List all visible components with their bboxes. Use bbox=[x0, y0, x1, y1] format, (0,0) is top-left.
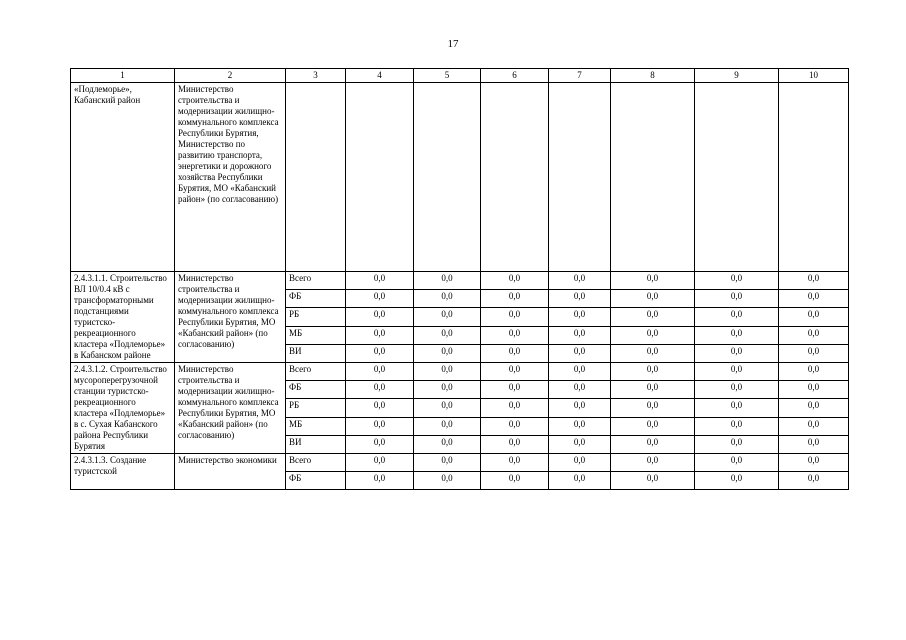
empty-cell bbox=[414, 83, 481, 272]
amount-cell: 0,0 bbox=[481, 399, 549, 417]
amount-cell: 0,0 bbox=[346, 381, 414, 399]
amount-cell: 0,0 bbox=[481, 435, 549, 453]
amount-cell: 0,0 bbox=[611, 417, 695, 435]
amount-cell: 0,0 bbox=[549, 454, 611, 472]
amount-cell: 0,0 bbox=[549, 326, 611, 344]
empty-cell bbox=[286, 83, 346, 272]
amount-cell: 0,0 bbox=[549, 472, 611, 490]
amount-cell: 0,0 bbox=[695, 381, 779, 399]
funding-source-cell: ВИ bbox=[286, 435, 346, 453]
amount-cell: 0,0 bbox=[695, 344, 779, 362]
amount-cell: 0,0 bbox=[481, 290, 549, 308]
amount-cell: 0,0 bbox=[779, 472, 849, 490]
page-number: 17 bbox=[447, 38, 459, 50]
column-number-header: 4 bbox=[346, 69, 414, 83]
amount-cell: 0,0 bbox=[346, 472, 414, 490]
executor-cell: Министерство строительства и модернизации жилищно-коммунального комплекса Республики Бурятия, Министерство по развитию транспорта, энергетики и дорожного хозяйства Республики Бурятия, МО «Кабанский район» (по согласованию) bbox=[175, 83, 286, 272]
funding-source-cell: ФБ bbox=[286, 290, 346, 308]
amount-cell: 0,0 bbox=[779, 272, 849, 290]
amount-cell: 0,0 bbox=[481, 381, 549, 399]
amount-cell: 0,0 bbox=[481, 308, 549, 326]
event-name-cell: 2.4.3.1.2. Строительство мусороперегрузочной станции туристско-рекреационного кластера «Подлеморье» в с. Сухая Кабанского района Республики Бурятия bbox=[71, 363, 175, 454]
funding-source-cell: ФБ bbox=[286, 381, 346, 399]
amount-cell: 0,0 bbox=[695, 435, 779, 453]
empty-cell bbox=[695, 83, 779, 272]
amount-cell: 0,0 bbox=[346, 344, 414, 362]
event-name-cell: 2.4.3.1.1. Строительство ВЛ 10/0.4 кВ с трансформаторными подстанциями туристско-рекреационного кластера «Подлеморье» в Кабанском районе bbox=[71, 272, 175, 363]
amount-cell: 0,0 bbox=[695, 326, 779, 344]
amount-cell: 0,0 bbox=[481, 344, 549, 362]
amount-cell: 0,0 bbox=[549, 381, 611, 399]
funding-source-cell: Всего bbox=[286, 272, 346, 290]
amount-cell: 0,0 bbox=[611, 381, 695, 399]
funding-source-cell: РБ bbox=[286, 308, 346, 326]
amount-cell: 0,0 bbox=[695, 308, 779, 326]
column-number-header: 10 bbox=[779, 69, 849, 83]
column-number-header: 1 bbox=[71, 69, 175, 83]
amount-cell: 0,0 bbox=[346, 399, 414, 417]
executor-cell: Министерство строительства и модернизации жилищно-коммунального комплекса Республики Бурятия, МО «Кабанский район» (по согласованию) bbox=[175, 363, 286, 454]
amount-cell: 0,0 bbox=[779, 326, 849, 344]
funding-source-cell: Всего bbox=[286, 363, 346, 381]
amount-cell: 0,0 bbox=[481, 417, 549, 435]
amount-cell: 0,0 bbox=[779, 454, 849, 472]
amount-cell: 0,0 bbox=[611, 290, 695, 308]
budget-table bbox=[70, 68, 849, 490]
amount-cell: 0,0 bbox=[779, 381, 849, 399]
amount-cell: 0,0 bbox=[414, 435, 481, 453]
column-number-header: 5 bbox=[414, 69, 481, 83]
amount-cell: 0,0 bbox=[414, 381, 481, 399]
amount-cell: 0,0 bbox=[695, 363, 779, 381]
amount-cell: 0,0 bbox=[481, 472, 549, 490]
funding-source-cell: МБ bbox=[286, 417, 346, 435]
amount-cell: 0,0 bbox=[611, 272, 695, 290]
amount-cell: 0,0 bbox=[779, 363, 849, 381]
funding-source-cell: РБ bbox=[286, 399, 346, 417]
table-row bbox=[71, 454, 849, 472]
empty-cell bbox=[611, 83, 695, 272]
amount-cell: 0,0 bbox=[779, 308, 849, 326]
empty-cell bbox=[549, 83, 611, 272]
event-name-cell: 2.4.3.1.3. Создание туристской bbox=[71, 454, 175, 490]
table-body bbox=[71, 69, 849, 490]
amount-cell: 0,0 bbox=[549, 272, 611, 290]
amount-cell: 0,0 bbox=[414, 472, 481, 490]
continuation-row bbox=[71, 83, 849, 272]
amount-cell: 0,0 bbox=[611, 326, 695, 344]
amount-cell: 0,0 bbox=[695, 272, 779, 290]
amount-cell: 0,0 bbox=[611, 472, 695, 490]
funding-source-cell: Всего bbox=[286, 454, 346, 472]
amount-cell: 0,0 bbox=[611, 363, 695, 381]
amount-cell: 0,0 bbox=[481, 454, 549, 472]
empty-cell bbox=[481, 83, 549, 272]
amount-cell: 0,0 bbox=[695, 417, 779, 435]
amount-cell: 0,0 bbox=[414, 308, 481, 326]
amount-cell: 0,0 bbox=[346, 363, 414, 381]
column-number-row bbox=[71, 69, 849, 83]
amount-cell: 0,0 bbox=[695, 454, 779, 472]
amount-cell: 0,0 bbox=[779, 399, 849, 417]
amount-cell: 0,0 bbox=[481, 272, 549, 290]
amount-cell: 0,0 bbox=[549, 399, 611, 417]
amount-cell: 0,0 bbox=[346, 326, 414, 344]
amount-cell: 0,0 bbox=[414, 399, 481, 417]
amount-cell: 0,0 bbox=[414, 344, 481, 362]
amount-cell: 0,0 bbox=[611, 399, 695, 417]
event-name-cell: «Подлеморье», Кабанский район bbox=[71, 83, 175, 272]
amount-cell: 0,0 bbox=[414, 290, 481, 308]
amount-cell: 0,0 bbox=[611, 344, 695, 362]
amount-cell: 0,0 bbox=[346, 272, 414, 290]
amount-cell: 0,0 bbox=[346, 454, 414, 472]
column-number-header: 2 bbox=[175, 69, 286, 83]
amount-cell: 0,0 bbox=[414, 454, 481, 472]
funding-source-cell: ФБ bbox=[286, 472, 346, 490]
empty-cell bbox=[779, 83, 849, 272]
amount-cell: 0,0 bbox=[414, 417, 481, 435]
amount-cell: 0,0 bbox=[346, 290, 414, 308]
amount-cell: 0,0 bbox=[346, 308, 414, 326]
amount-cell: 0,0 bbox=[695, 472, 779, 490]
amount-cell: 0,0 bbox=[549, 417, 611, 435]
amount-cell: 0,0 bbox=[481, 326, 549, 344]
column-number-header: 9 bbox=[695, 69, 779, 83]
amount-cell: 0,0 bbox=[549, 435, 611, 453]
amount-cell: 0,0 bbox=[779, 435, 849, 453]
amount-cell: 0,0 bbox=[414, 272, 481, 290]
amount-cell: 0,0 bbox=[346, 417, 414, 435]
executor-cell: Министерство строительства и модернизации жилищно-коммунального комплекса Республики Бурятия, МО «Кабанский район» (по согласованию) bbox=[175, 272, 286, 363]
amount-cell: 0,0 bbox=[779, 290, 849, 308]
amount-cell: 0,0 bbox=[414, 363, 481, 381]
amount-cell: 0,0 bbox=[414, 326, 481, 344]
amount-cell: 0,0 bbox=[549, 344, 611, 362]
amount-cell: 0,0 bbox=[611, 308, 695, 326]
amount-cell: 0,0 bbox=[779, 344, 849, 362]
table-row bbox=[71, 272, 849, 290]
amount-cell: 0,0 bbox=[549, 308, 611, 326]
table-row bbox=[71, 363, 849, 381]
amount-cell: 0,0 bbox=[779, 417, 849, 435]
amount-cell: 0,0 bbox=[695, 290, 779, 308]
executor-cell: Министерство экономики bbox=[175, 454, 286, 490]
amount-cell: 0,0 bbox=[611, 435, 695, 453]
amount-cell: 0,0 bbox=[611, 454, 695, 472]
column-number-header: 7 bbox=[549, 69, 611, 83]
funding-source-cell: МБ bbox=[286, 326, 346, 344]
funding-source-cell: ВИ bbox=[286, 344, 346, 362]
empty-cell bbox=[346, 83, 414, 272]
column-number-header: 6 bbox=[481, 69, 549, 83]
amount-cell: 0,0 bbox=[549, 363, 611, 381]
column-number-header: 3 bbox=[286, 69, 346, 83]
amount-cell: 0,0 bbox=[695, 399, 779, 417]
amount-cell: 0,0 bbox=[346, 435, 414, 453]
column-number-header: 8 bbox=[611, 69, 695, 83]
amount-cell: 0,0 bbox=[481, 363, 549, 381]
amount-cell: 0,0 bbox=[549, 290, 611, 308]
